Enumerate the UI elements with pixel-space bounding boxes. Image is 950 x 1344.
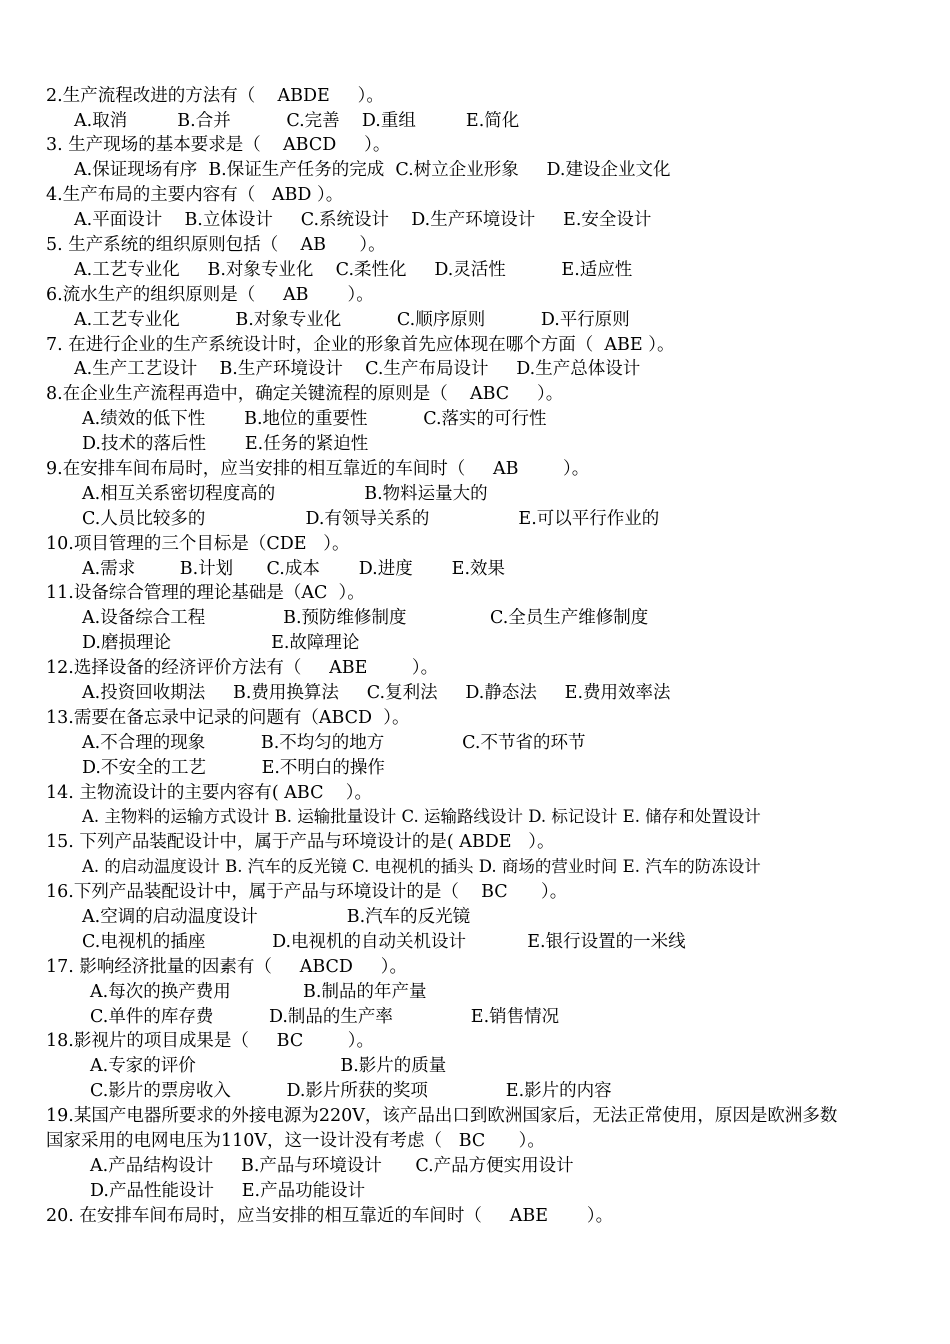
question-3-options: A.保证现场有序 B.保证生产任务的完成 C.树立企业形象 D.建设企业文化: [74, 160, 671, 180]
question-13-options-row2: D.不安全的工艺 E.不明白的操作: [82, 758, 385, 778]
question-8: 8.在企业生产流程再造中，确定关键流程的原则是（ ABC ）。: [46, 384, 564, 404]
question-8-options-row2: D.技术的落后性 E.任务的紧迫性: [82, 434, 369, 454]
question-2: 2.生产流程改进的方法有（ ABDE ）。: [46, 86, 384, 106]
question-16: 16.下列产品装配设计中，属于产品与环境设计的是（ BC ）。: [46, 882, 568, 902]
question-9: 9.在安排车间布局时，应当安排的相互靠近的车间时（ AB ）。: [46, 459, 590, 479]
question-3: 3. 生产现场的基本要求是（ ABCD ）。: [46, 135, 391, 155]
question-17-options-row2: C.单件的库存费 D.制品的生产率 E.销售情况: [90, 1007, 560, 1027]
question-19-options-row1: A.产品结构设计 B.产品与环境设计 C.产品方便实用设计: [90, 1156, 574, 1176]
question-13-options-row1: A.不合理的现象 B.不均匀的地方 C.不节省的环节: [82, 733, 586, 753]
question-19-options-row2: D.产品性能设计 E.产品功能设计: [90, 1181, 366, 1201]
question-7-options: A.生产工艺设计 B.生产环境设计 C.生产布局设计 D.生产总体设计: [74, 359, 641, 379]
question-6: 6.流水生产的组织原则是（ AB ）。: [46, 285, 374, 305]
question-18: 18.影视片的项目成果是（ BC ）。: [46, 1031, 374, 1051]
question-16-options-row1: A.空调的启动温度设计 B.汽车的反光镜: [82, 907, 471, 927]
question-8-options-row1: A.绩效的低下性 B.地位的重要性 C.落实的可行性: [82, 409, 547, 429]
question-15-options: A. 的启动温度设计 B. 汽车的反光镜 C. 电视机的插头 D. 商场的营业时间 E. 汽车的防冻设计: [82, 857, 761, 876]
question-14-options: A. 主物料的运输方式设计 B. 运输批量设计 C. 运输路线设计 D. 标记设计 E. 储存和处置设计: [82, 807, 761, 826]
question-12: 12.选择设备的经济评价方法有（ ABE ）。: [46, 658, 439, 678]
question-11-options-row2: D.磨损理论 E.故障理论: [82, 633, 360, 653]
question-10: 10.项目管理的三个目标是（CDE ）。: [46, 534, 350, 554]
question-2-options: A.取消 B.合并 C.完善 D.重组 E.简化: [74, 111, 520, 131]
question-7: 7. 在进行企业的生产系统设计时，企业的形象首先应体现在哪个方面（ ABE ）。: [46, 335, 675, 355]
question-6-options: A.工艺专业化 B.对象专业化 C.顺序原则 D.平行原则: [74, 310, 630, 330]
question-17: 17. 影响经济批量的因素有（ ABCD ）。: [46, 957, 408, 977]
question-17-options-row1: A.每次的换产费用 B.制品的年产量: [90, 982, 427, 1002]
question-15: 15. 下列产品装配设计中，属于产品与环境设计的是( ABDE ）。: [46, 832, 555, 852]
question-12-options: A.投资回收期法 B.费用换算法 C.复利法 D.静态法 E.费用效率法: [82, 683, 671, 703]
question-20: 20. 在安排车间布局时，应当安排的相互靠近的车间时（ ABE ）。: [46, 1206, 614, 1226]
question-19: 19.某国产电器所要求的外接电源为220V，该产品出口到欧洲国家后，无法正常使用，原因是欧洲多数: [46, 1106, 838, 1126]
question-9-options-row2: C.人员比较多的 D.有领导关系的 E.可以平行作业的: [82, 509, 660, 529]
question-18-options-row2: C.影片的票房收入 D.影片所获的奖项 E.影片的内容: [90, 1081, 612, 1101]
question-13: 13.需要在备忘录中记录的问题有（ABCD ）。: [46, 708, 410, 728]
question-11-options-row1: A.设备综合工程 B.预防维修制度 C.全员生产维修制度: [82, 608, 649, 628]
question-19-continued: 国家采用的电网电压为110V，这一设计没有考虑（ BC ）。: [46, 1131, 545, 1151]
question-4: 4.生产布局的主要内容有（ ABD ）。: [46, 185, 344, 205]
question-14: 14. 主物流设计的主要内容有( ABC ）。: [46, 783, 372, 803]
question-5: 5. 生产系统的组织原则包括（ AB ）。: [46, 235, 386, 255]
question-4-options: A.平面设计 B.立体设计 C.系统设计 D.生产环境设计 E.安全设计: [74, 210, 652, 230]
question-5-options: A.工艺专业化 B.对象专业化 C.柔性化 D.灵活性 E.适应性: [74, 260, 633, 280]
question-10-options: A.需求 B.计划 C.成本 D.进度 E.效果: [82, 559, 506, 579]
question-11: 11.设备综合管理的理论基础是（AC ）。: [46, 583, 365, 603]
question-16-options-row2: C.电视机的插座 D.电视机的自动关机设计 E.银行设置的一米线: [82, 932, 686, 952]
question-18-options-row1: A.专家的评价 B.影片的质量: [90, 1056, 447, 1076]
question-9-options-row1: A.相互关系密切程度高的 B.物料运量大的: [82, 484, 488, 504]
